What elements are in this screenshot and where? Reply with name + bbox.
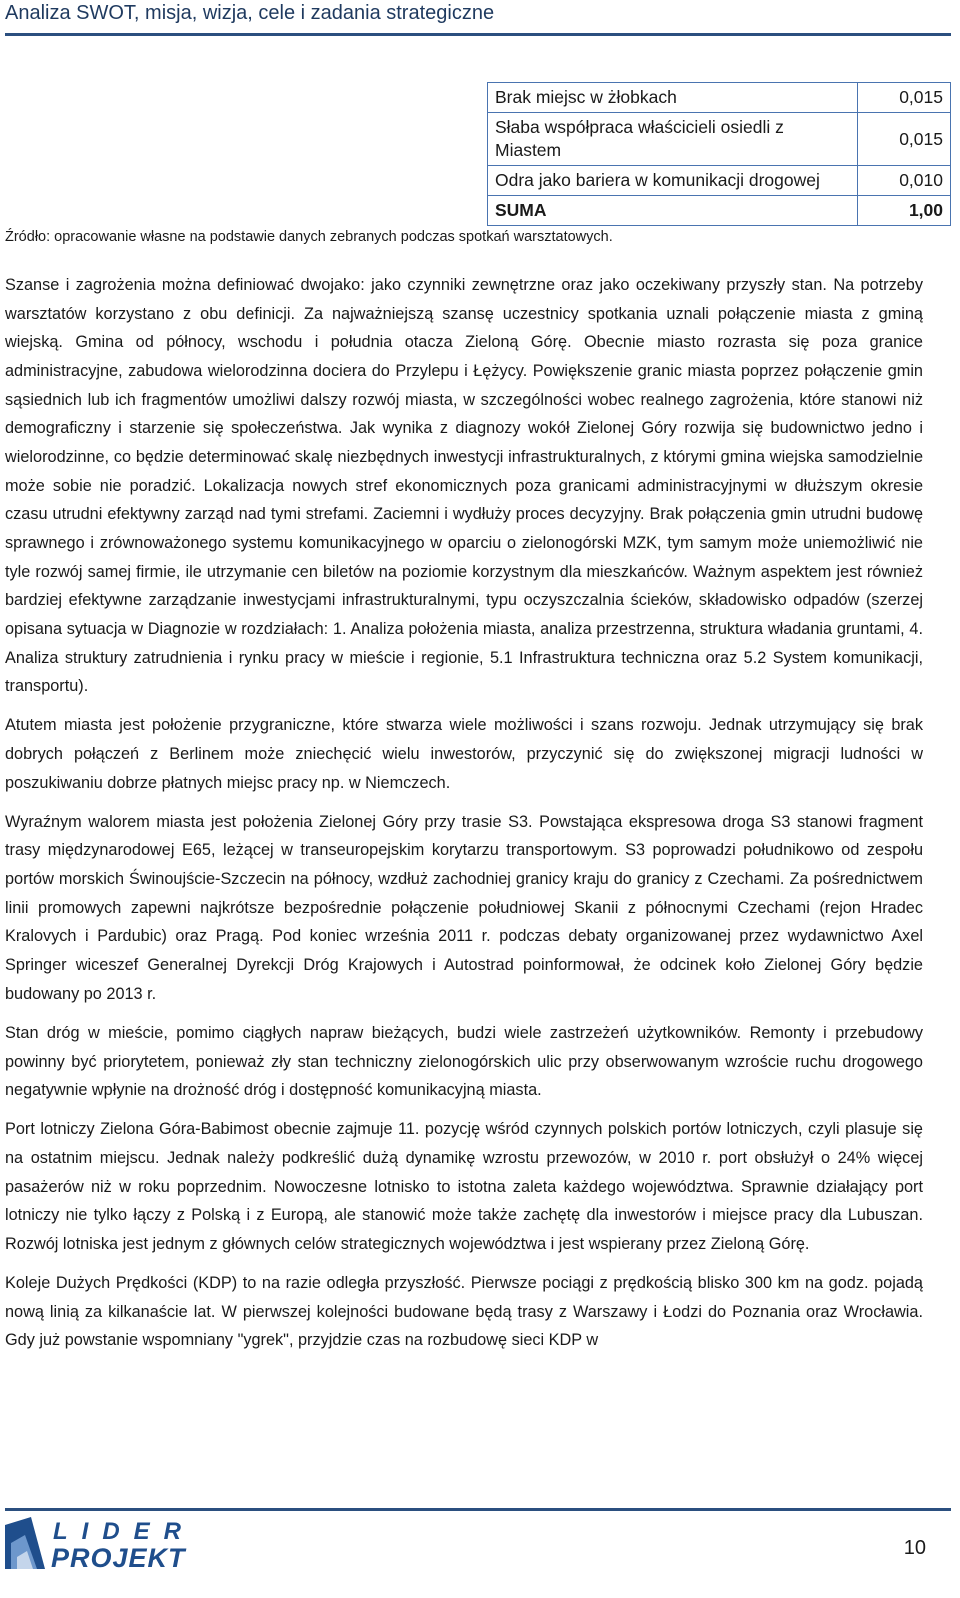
table-cell-value: 0,015 bbox=[858, 113, 951, 166]
sum-label: SUMA bbox=[488, 196, 858, 226]
table-cell-label: Brak miejsc w żłobkach bbox=[488, 83, 858, 113]
table-cell-label: Odra jako bariera w komunikacji drogowej bbox=[488, 166, 858, 196]
table-row bbox=[488, 113, 951, 166]
table-source-note: Źródło: opracowanie własne na podstawie danych zebranych podczas spotkań warsztatowych. bbox=[5, 229, 613, 245]
sum-value: 1,00 bbox=[858, 196, 951, 226]
logo-line2: PROJEKT bbox=[51, 1543, 186, 1569]
paragraph: Stan dróg w mieście, pomimo ciągłych napraw bieżących, budzi wiele zastrzeżeń użytkowników. Remonty i przebudowy powinny być priorytetem, ponieważ zły stan techniczny zielonogórskich ulic przy obserwowanym wzroście ruchu drogowego negatywnie wpłynie na drożność dróg i dostępność komunikacyjną miasta. bbox=[5, 1023, 923, 1100]
header-title: Analiza SWOT, misja, wizja, cele i zadania strategiczne bbox=[5, 2, 495, 24]
table-sum-row bbox=[488, 196, 951, 226]
paragraph: Szanse i zagrożenia można definiować dwojako: jako czynniki zewnętrzne oraz jako oczekiwany przyszły stan. Na potrzeby warsztatów korzystano z obu definicji. Za najważniejszą szansę uczestnicy spotkania uznali połączenie miasta z gminą wiejską. Gmina od północy, wschodu i południa otacza Zieloną Górę. Obecnie miasto rozrasta się poza granice administracyjne, zabudowa wielorodzinna dociera do Przylepu i Łężycy. Powiększenie granic miasta poprzez połączenie gmin sąsiednich lub ich fragmentów umożliwi dalszy rozwój miasta, w szczególności wobec realnego zagrożenia, które stanowi niż demograficzny i starzenie się społeczeństwa. Jak wynika z diagnozy wokół Zielonej Góry rozwija się budownictwo jedno i wielorodzinne, co będzie determinować skalę niezbędnych inwestycji infrastrukturalnych, z którymi gmina wiejska samodzielnie może sobie nie poradzić. Lokalizacja nowych stref ekonomicznych poza granicami administracyjnymi w dłuższym okresie czasu utrudni efektywny zarząd nad tymi strefami. Zaciemni i wydłuży proces decyzyjny. Brak połączenia gmin utrudni budowę sprawnego i zrównoważonego systemu komunikacyjnego w oparciu o zielonogórski MZK, tym samym może uniemożliwić nie tyle rozwój samej firmie, ile utrzymanie cen biletów na poziomie korzystnym dla mieszkańców. Ważnym aspektem jest również bardziej efektywne zarządzanie inwestycjami infrastrukturalnymi, typu oczyszczalnia ścieków, składowisko odpadów (szerzej opisana sytuacja w Diagnozie w rozdziałach: 1. Analiza położenia miasta, analiza przestrzenna, struktura władania gruntami, 4. Analiza struktury zatrudnienia i rynku pracy w mieście i regionie, 5.1 Infrastruktura techniczna oraz 5.2 System komunikacji, transportu). bbox=[5, 276, 923, 696]
paragraph: Port lotniczy Zielona Góra-Babimost obecnie zajmuje 11. pozycję wśród czynnych polskich portów lotniczych, czyli plasuje się na ostatnim miejscu. Jednak należy podkreślić dużą dynamikę wzrostu przewozów, w 2010 r. port obsłużył o 24% więcej pasażerów niż w roku poprzednim. Nowoczesne lotnisko to istotna zaleta każdego województwa. Sprawnie działający port lotniczy nie tylko łączy z Polską i z Europą, ale stanowić może także zachętę dla inwestorów i miejsce pracy dla Lubuszan. Rozwój lotniska jest jednym z głównych celów strategicznych województwa i jest wspierany przez Zieloną Górę. bbox=[5, 1120, 923, 1253]
logo-line1: LIDER bbox=[53, 1518, 195, 1545]
page-number: 10 bbox=[903, 1537, 926, 1559]
table-row bbox=[488, 166, 951, 196]
table-row bbox=[488, 83, 951, 113]
paragraph: Atutem miasta jest położenie przygraniczne, które stwarza wiele możliwości i szans rozwoju. Jednak utrzymujący się brak dobrych połączeń z Berlinem może zniechęcić wielu inwestorów, przyczynić się do zwiększonej migracji ludności w poszukiwaniu dobrze płatnych miejsc pracy np. w Niemczech. bbox=[5, 716, 923, 792]
lider-projekt-logo bbox=[5, 1517, 233, 1569]
body-text bbox=[5, 271, 923, 1366]
paragraph: Wyraźnym walorem miasta jest położenia Zielonej Góry przy trasie S3. Powstająca ekspresowa droga S3 stanowi fragment trasy międzynarodowej E65, leżącej w transeuropejskim korytarzu transportowym. S3 poprowadzi południkowo od zespołu portów morskich Świnoujście-Szczecin na północy, wzdłuż zachodniej granicy kraju do granicy z Czechami. Za pośrednictwem linii promowych zapewni najkrótsze bezpośrednie połączenie południowej Skanii z północnymi Czechami (rejon Hradec Kralovych i Pardubic) oraz Pragą. Pod koniec września 2011 r. podczas debaty organizowanej przez wydawnictwo Axel Springer wiceszef Generalnej Dyrekcji Dróg Krajowych i Autostrad poinformował, że odcinek koło Zielonej Góry będzie budowany po 2013 r. bbox=[5, 812, 923, 1003]
footer-divider bbox=[5, 1508, 951, 1511]
paragraph: Koleje Dużych Prędkości (KDP) to na razie odległa przyszłość. Pierwsze pociągi z prędkością blisko 300 km na godz. pojadą nową linią za kilkanaście lat. W pierwszej kolejności budowane będą trasy z Warszawy i Łodzi do Poznania oraz Wrocławia. Gdy już powstanie wspomniany "ygrek", przyjdzie czas na rozbudowę sieci KDP w bbox=[5, 1274, 923, 1350]
table-cell-value: 0,010 bbox=[858, 166, 951, 196]
table-cell-label: Słaba współpraca właścicieli osiedli z Miastem bbox=[488, 113, 858, 166]
table-cell-value: 0,015 bbox=[858, 83, 951, 113]
page-header bbox=[5, 0, 951, 36]
weights-table bbox=[487, 82, 951, 226]
